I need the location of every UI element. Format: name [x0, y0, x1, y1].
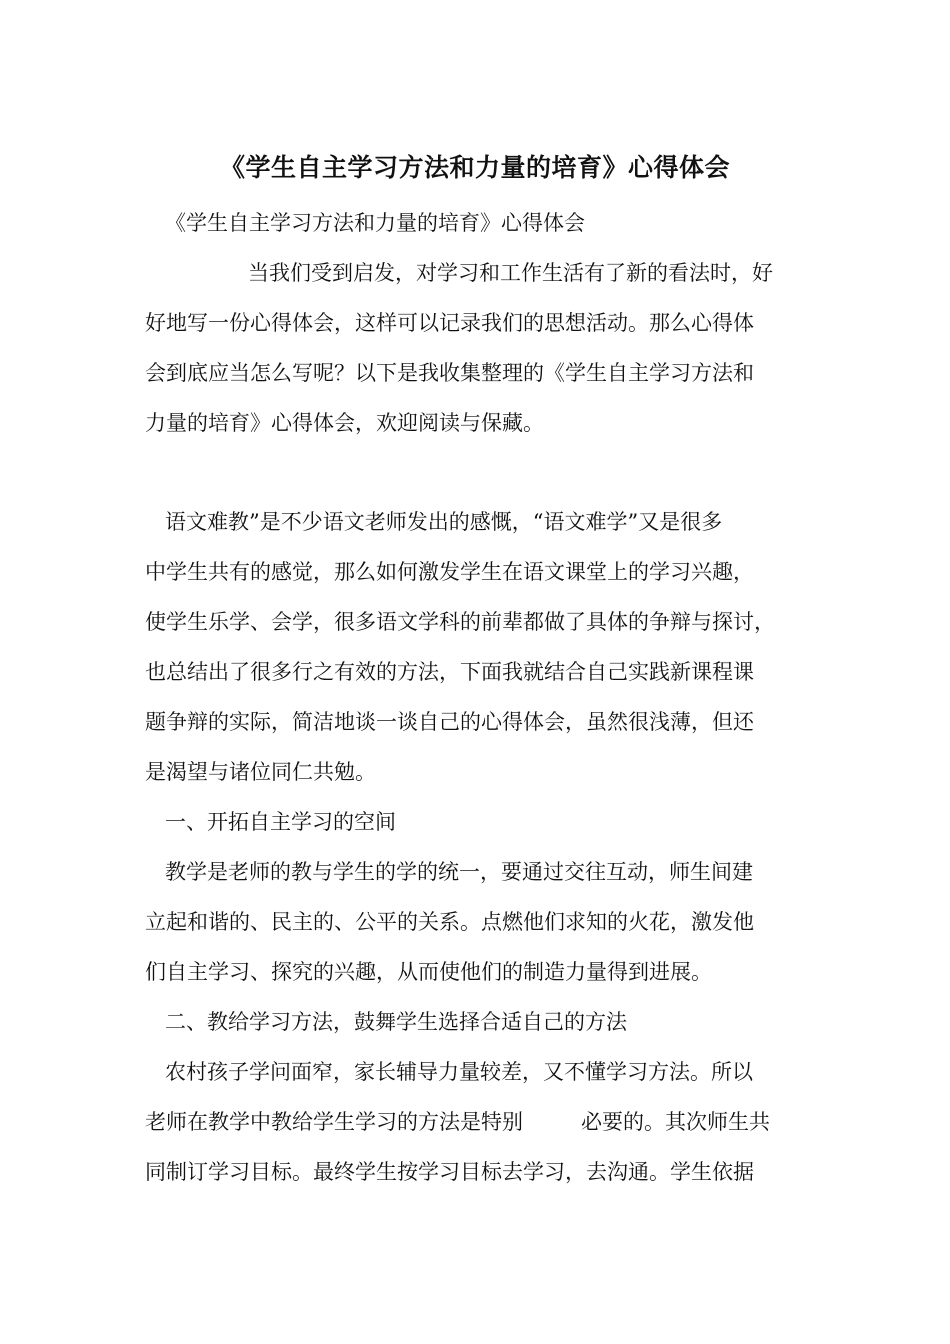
paragraph-line: 题争辩的实际，简洁地谈一谈自己的心得体会，虽然很浅薄，但还	[145, 710, 754, 734]
paragraph-line: 中学生共有的感觉，那么如何激发学生在语文课堂上的学习兴趣，	[145, 560, 754, 584]
paragraph-line: 同制订学习目标。最终学生按学习目标去学习，去沟通。学生依据	[145, 1160, 754, 1184]
intro-line: 力量的培育》心得体会，欢迎阅读与保藏。	[145, 411, 544, 435]
intro-line: 好地写一份心得体会，这样可以记录我们的思想活动。那么心得体	[145, 311, 754, 335]
paragraph-line: 们自主学习、探究的兴趣，从而使他们的制造力量得到进展。	[145, 960, 712, 984]
document-subtitle	[145, 198, 820, 248]
section-heading-1: 一、开拓自主学习的空间	[165, 810, 396, 834]
paragraph-line: 使学生乐学、会学，很多语文学科的前辈都做了具体的争辩与探讨，	[145, 610, 775, 634]
intro-line: 会到底应当怎么写呢？以下是我收集整理的《学生自主学习方法和	[145, 361, 754, 385]
document-title: 《学生自主学习方法和力量的培育》心得体会	[219, 153, 730, 182]
intro-paragraph	[145, 248, 820, 448]
paragraph-line: 也总结出了很多行之有效的方法，下面我就结合自己实践新课程课	[145, 660, 754, 684]
paragraph-line: 农村孩子学问面窄，家长辅导力量较差，又不懂学习方法。所以	[165, 1060, 753, 1084]
subtitle-line: 《学生自主学习方法和力量的培育》心得体会	[165, 211, 585, 235]
paragraph-line: 语文难教”是不少语文老师发出的感慨，“语文难学”又是很多	[165, 510, 723, 534]
paragraph-line: 是渴望与诸位同仁共勉。	[145, 760, 376, 784]
paragraph-line: 立起和谐的、民主的、公平的关系。点燃他们求知的火花，激发他	[145, 910, 754, 934]
paragraph-line	[145, 1097, 820, 1147]
paragraph-fragment: 老师在教学中教给学生学习的方法是特别	[145, 1110, 523, 1134]
paragraph-fragment: 必要的。其次师生共	[581, 1110, 770, 1134]
section-heading-2: 二、教给学习方法，鼓舞学生选择合适自己的方法	[165, 1010, 627, 1034]
intro-line: 当我们受到启发，对学习和工作生活有了新的看法时，好	[248, 261, 773, 285]
body-section	[145, 497, 820, 1197]
paragraph-line: 教学是老师的教与学生的学的统一，要通过交往互动，师生间建	[165, 860, 753, 884]
